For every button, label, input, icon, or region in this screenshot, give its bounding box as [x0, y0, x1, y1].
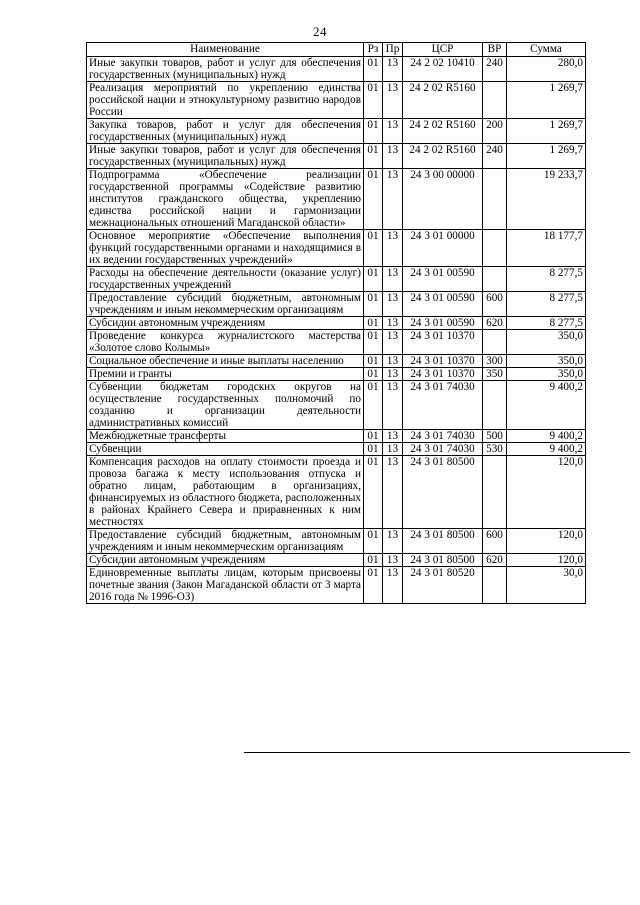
row-pr: 13: [383, 230, 403, 267]
table-header-row: [87, 43, 586, 57]
row-rz: 01: [364, 82, 383, 119]
row-vr: 600: [483, 529, 507, 554]
row-rz: 01: [364, 330, 383, 355]
row-vr: 300: [483, 355, 507, 368]
row-rz: 01: [364, 554, 383, 567]
row-name: Субвенции: [87, 443, 364, 456]
table-row: [87, 317, 586, 330]
row-csr: 24 3 01 74030: [403, 381, 483, 430]
row-rz: 01: [364, 355, 383, 368]
row-pr: 13: [383, 292, 403, 317]
row-sum: 30,0: [507, 567, 586, 604]
row-name: Иные закупки товаров, работ и услуг для обеспечения государственных (муниципальных) нужд: [87, 57, 364, 82]
table-row: [87, 355, 586, 368]
footer-rule: [244, 752, 630, 753]
row-sum: 280,0: [507, 57, 586, 82]
row-csr: 24 2 02 10410: [403, 57, 483, 82]
row-name: Субсидии автономным учреждениям: [87, 554, 364, 567]
row-sum: 8 277,5: [507, 267, 586, 292]
table-row: [87, 330, 586, 355]
row-pr: 13: [383, 119, 403, 144]
row-vr: 530: [483, 443, 507, 456]
row-rz: 01: [364, 292, 383, 317]
row-rz: 01: [364, 57, 383, 82]
row-pr: 13: [383, 355, 403, 368]
row-pr: 13: [383, 82, 403, 119]
row-vr: [483, 230, 507, 267]
budget-table: [86, 42, 586, 604]
row-sum: 8 277,5: [507, 292, 586, 317]
table-row: [87, 430, 586, 443]
row-name: Предоставление субсидий бюджетным, автономным учреждениям и иным некоммерческим организациям: [87, 292, 364, 317]
row-pr: 13: [383, 567, 403, 604]
table-row: [87, 381, 586, 430]
row-name: Иные закупки товаров, работ и услуг для обеспечения государственных (муниципальных) нужд: [87, 144, 364, 169]
column-header-vr: ВР: [483, 43, 507, 57]
row-vr: [483, 456, 507, 529]
row-vr: 350: [483, 368, 507, 381]
row-rz: 01: [364, 267, 383, 292]
row-name: Компенсация расходов на оплату стоимости проезда и провоза багажа к месту использования отпуска и обратно лицам, работающим в организациях, финансируемых из областного бюджета, расположенных в районах Крайнего Севера и приравненных к ним местностях: [87, 456, 364, 529]
row-name: Подпрограмма «Обеспечение реализации государственной программы «Содействие развитию институтов гражданского общества, укреплению единства российской нации и гармонизации межнациональных отношений Магаданской области»: [87, 169, 364, 230]
row-pr: 13: [383, 430, 403, 443]
row-name: Закупка товаров, работ и услуг для обеспечения государственных (муниципальных) нужд: [87, 119, 364, 144]
row-vr: 500: [483, 430, 507, 443]
table-row: [87, 57, 586, 82]
row-csr: 24 3 01 00590: [403, 267, 483, 292]
row-vr: 600: [483, 292, 507, 317]
row-pr: 13: [383, 169, 403, 230]
table-row: [87, 82, 586, 119]
row-sum: 350,0: [507, 330, 586, 355]
row-csr: 24 3 01 74030: [403, 430, 483, 443]
row-name: Межбюджетные трансферты: [87, 430, 364, 443]
row-sum: 1 269,7: [507, 144, 586, 169]
row-name: Субвенции бюджетам городских округов на осуществление государственных полномочий по созданию и организации деятельности административных комиссий: [87, 381, 364, 430]
row-name: Реализация мероприятий по укреплению единства российской нации и этнокультурному развитию народов России: [87, 82, 364, 119]
row-sum: 350,0: [507, 355, 586, 368]
row-name: Предоставление субсидий бюджетным, автономным учреждениям и иным некоммерческим организациям: [87, 529, 364, 554]
row-rz: 01: [364, 169, 383, 230]
row-pr: 13: [383, 443, 403, 456]
table-row: [87, 230, 586, 267]
row-rz: 01: [364, 456, 383, 529]
row-rz: 01: [364, 368, 383, 381]
row-sum: 9 400,2: [507, 443, 586, 456]
row-sum: 350,0: [507, 368, 586, 381]
row-vr: 240: [483, 57, 507, 82]
column-header-csr: ЦСР: [403, 43, 483, 57]
table-row: [87, 292, 586, 317]
row-csr: 24 2 02 R5160: [403, 82, 483, 119]
column-header-pr: Пр: [383, 43, 403, 57]
row-pr: 13: [383, 554, 403, 567]
row-sum: 19 233,7: [507, 169, 586, 230]
row-csr: 24 3 01 80520: [403, 567, 483, 604]
row-csr: 24 3 01 00590: [403, 292, 483, 317]
row-pr: 13: [383, 317, 403, 330]
row-pr: 13: [383, 529, 403, 554]
row-rz: 01: [364, 567, 383, 604]
row-pr: 13: [383, 267, 403, 292]
row-pr: 13: [383, 368, 403, 381]
table-row: [87, 443, 586, 456]
row-csr: 24 3 00 00000: [403, 169, 483, 230]
row-sum: 120,0: [507, 529, 586, 554]
table-row: [87, 144, 586, 169]
row-rz: 01: [364, 443, 383, 456]
row-csr: 24 3 01 80500: [403, 456, 483, 529]
table-row: [87, 567, 586, 604]
row-csr: 24 3 01 10370: [403, 330, 483, 355]
row-rz: 01: [364, 430, 383, 443]
table-row: [87, 368, 586, 381]
row-csr: 24 2 02 R5160: [403, 119, 483, 144]
row-csr: 24 3 01 10370: [403, 368, 483, 381]
row-sum: 18 177,7: [507, 230, 586, 267]
row-vr: [483, 169, 507, 230]
column-header-rz: Рз: [364, 43, 383, 57]
row-pr: 13: [383, 144, 403, 169]
row-vr: [483, 82, 507, 119]
table-row: [87, 456, 586, 529]
row-name: Премии и гранты: [87, 368, 364, 381]
row-rz: 01: [364, 317, 383, 330]
row-name: Субсидии автономным учреждениям: [87, 317, 364, 330]
table-row: [87, 119, 586, 144]
row-csr: 24 3 01 74030: [403, 443, 483, 456]
row-csr: 24 3 01 00590: [403, 317, 483, 330]
row-name: Социальное обеспечение и иные выплаты населению: [87, 355, 364, 368]
row-name: Единовременные выплаты лицам, которым присвоены почетные звания (Закон Магаданской области от 3 марта 2016 года № 1996-ОЗ): [87, 567, 364, 604]
row-rz: 01: [364, 529, 383, 554]
table-row: [87, 529, 586, 554]
row-rz: 01: [364, 119, 383, 144]
row-vr: 240: [483, 144, 507, 169]
row-vr: 620: [483, 554, 507, 567]
table-row: [87, 267, 586, 292]
row-vr: [483, 381, 507, 430]
row-pr: 13: [383, 57, 403, 82]
row-csr: 24 3 01 80500: [403, 554, 483, 567]
row-name: Основное мероприятие «Обеспечение выполнения функций государственными органами и находящимися в их ведении государственных учреждений»: [87, 230, 364, 267]
column-header-sum: Сумма: [507, 43, 586, 57]
row-sum: 1 269,7: [507, 119, 586, 144]
row-rz: 01: [364, 144, 383, 169]
table-row: [87, 554, 586, 567]
row-sum: 9 400,2: [507, 430, 586, 443]
row-vr: [483, 267, 507, 292]
row-sum: 8 277,5: [507, 317, 586, 330]
column-header-name: Наименование: [87, 43, 364, 57]
row-sum: 120,0: [507, 554, 586, 567]
row-vr: 620: [483, 317, 507, 330]
row-pr: 13: [383, 456, 403, 529]
row-sum: 9 400,2: [507, 381, 586, 430]
row-name: Расходы на обеспечение деятельности (оказание услуг) государственных учреждений: [87, 267, 364, 292]
row-csr: 24 2 02 R5160: [403, 144, 483, 169]
row-pr: 13: [383, 330, 403, 355]
row-csr: 24 3 01 00000: [403, 230, 483, 267]
page-number: 24: [313, 24, 327, 39]
row-vr: 200: [483, 119, 507, 144]
row-vr: [483, 330, 507, 355]
row-pr: 13: [383, 381, 403, 430]
row-csr: 24 3 01 80500: [403, 529, 483, 554]
row-name: Проведение конкурса журналистского мастерства «Золотое слово Колымы»: [87, 330, 364, 355]
row-rz: 01: [364, 230, 383, 267]
row-csr: 24 3 01 10370: [403, 355, 483, 368]
row-rz: 01: [364, 381, 383, 430]
row-sum: 1 269,7: [507, 82, 586, 119]
table-row: [87, 169, 586, 230]
row-vr: [483, 567, 507, 604]
row-sum: 120,0: [507, 456, 586, 529]
